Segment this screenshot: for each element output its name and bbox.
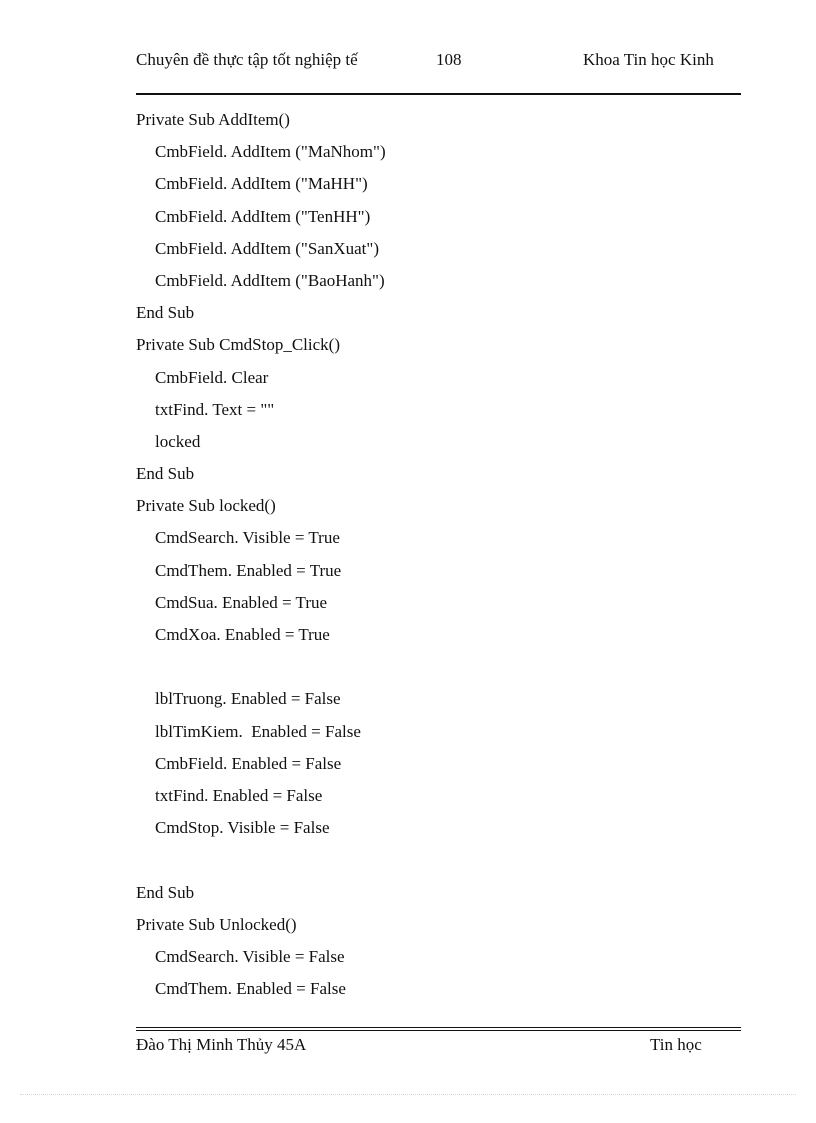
code-line: CmdThem. Enabled = False <box>155 979 346 999</box>
header-rule <box>136 93 741 95</box>
code-line: End Sub <box>136 464 195 484</box>
code-line: locked <box>155 431 201 451</box>
code-line: Private Sub CmdStop_Click() <box>136 335 340 355</box>
code-line: CmdSearch. Visible = False <box>155 946 345 966</box>
code-line: CmbField. AddItem ("SanXuat") <box>155 238 379 258</box>
header-page-number: 108 <box>436 50 462 69</box>
page-bottom-divider <box>20 1094 796 1095</box>
code-line: CmdSua. Enabled = True <box>155 592 328 612</box>
code-line: End Sub <box>136 882 195 902</box>
footer-subject: Tin học <box>650 1035 702 1054</box>
header-department: Khoa Tin học Kinh <box>583 50 714 69</box>
blank-line <box>136 651 736 683</box>
code-line: CmdStop. Visible = False <box>155 818 330 838</box>
code-line: txtFind. Enabled = False <box>155 785 323 805</box>
code-line: End Sub <box>136 303 195 323</box>
code-line: CmdXoa. Enabled = True <box>155 625 330 644</box>
code-line: lblTimKiem. Enabled = False <box>155 721 361 741</box>
code-listing <box>136 104 736 1005</box>
code-line: txtFind. Text = "" <box>155 399 275 419</box>
code-line: CmbField. AddItem ("BaoHanh") <box>155 270 385 290</box>
footer-rule <box>136 1027 741 1028</box>
footer-rule-secondary <box>136 1030 741 1031</box>
code-line: CmbField. AddItem ("MaNhom") <box>155 142 386 162</box>
blank-line <box>136 844 736 876</box>
code-line: CmbField. Clear <box>155 367 269 387</box>
code-line: lblTruong. Enabled = False <box>155 689 341 709</box>
code-line: CmbField. AddItem ("MaHH") <box>155 174 368 194</box>
code-line: CmdSearch. Visible = True <box>155 528 340 548</box>
header-title: Chuyên đề thực tập tốt nghiệp tế <box>136 50 358 69</box>
footer-author: Đào Thị Minh Thủy 45A <box>136 1035 307 1054</box>
code-line: CmbField. Enabled = False <box>155 753 342 773</box>
code-line: CmbField. AddItem ("TenHH") <box>155 206 371 226</box>
code-line: Private Sub AddItem() <box>136 110 290 129</box>
code-line: Private Sub locked() <box>136 496 276 516</box>
code-line: Private Sub Unlocked() <box>136 914 297 934</box>
code-line: CmdThem. Enabled = True <box>155 560 342 580</box>
